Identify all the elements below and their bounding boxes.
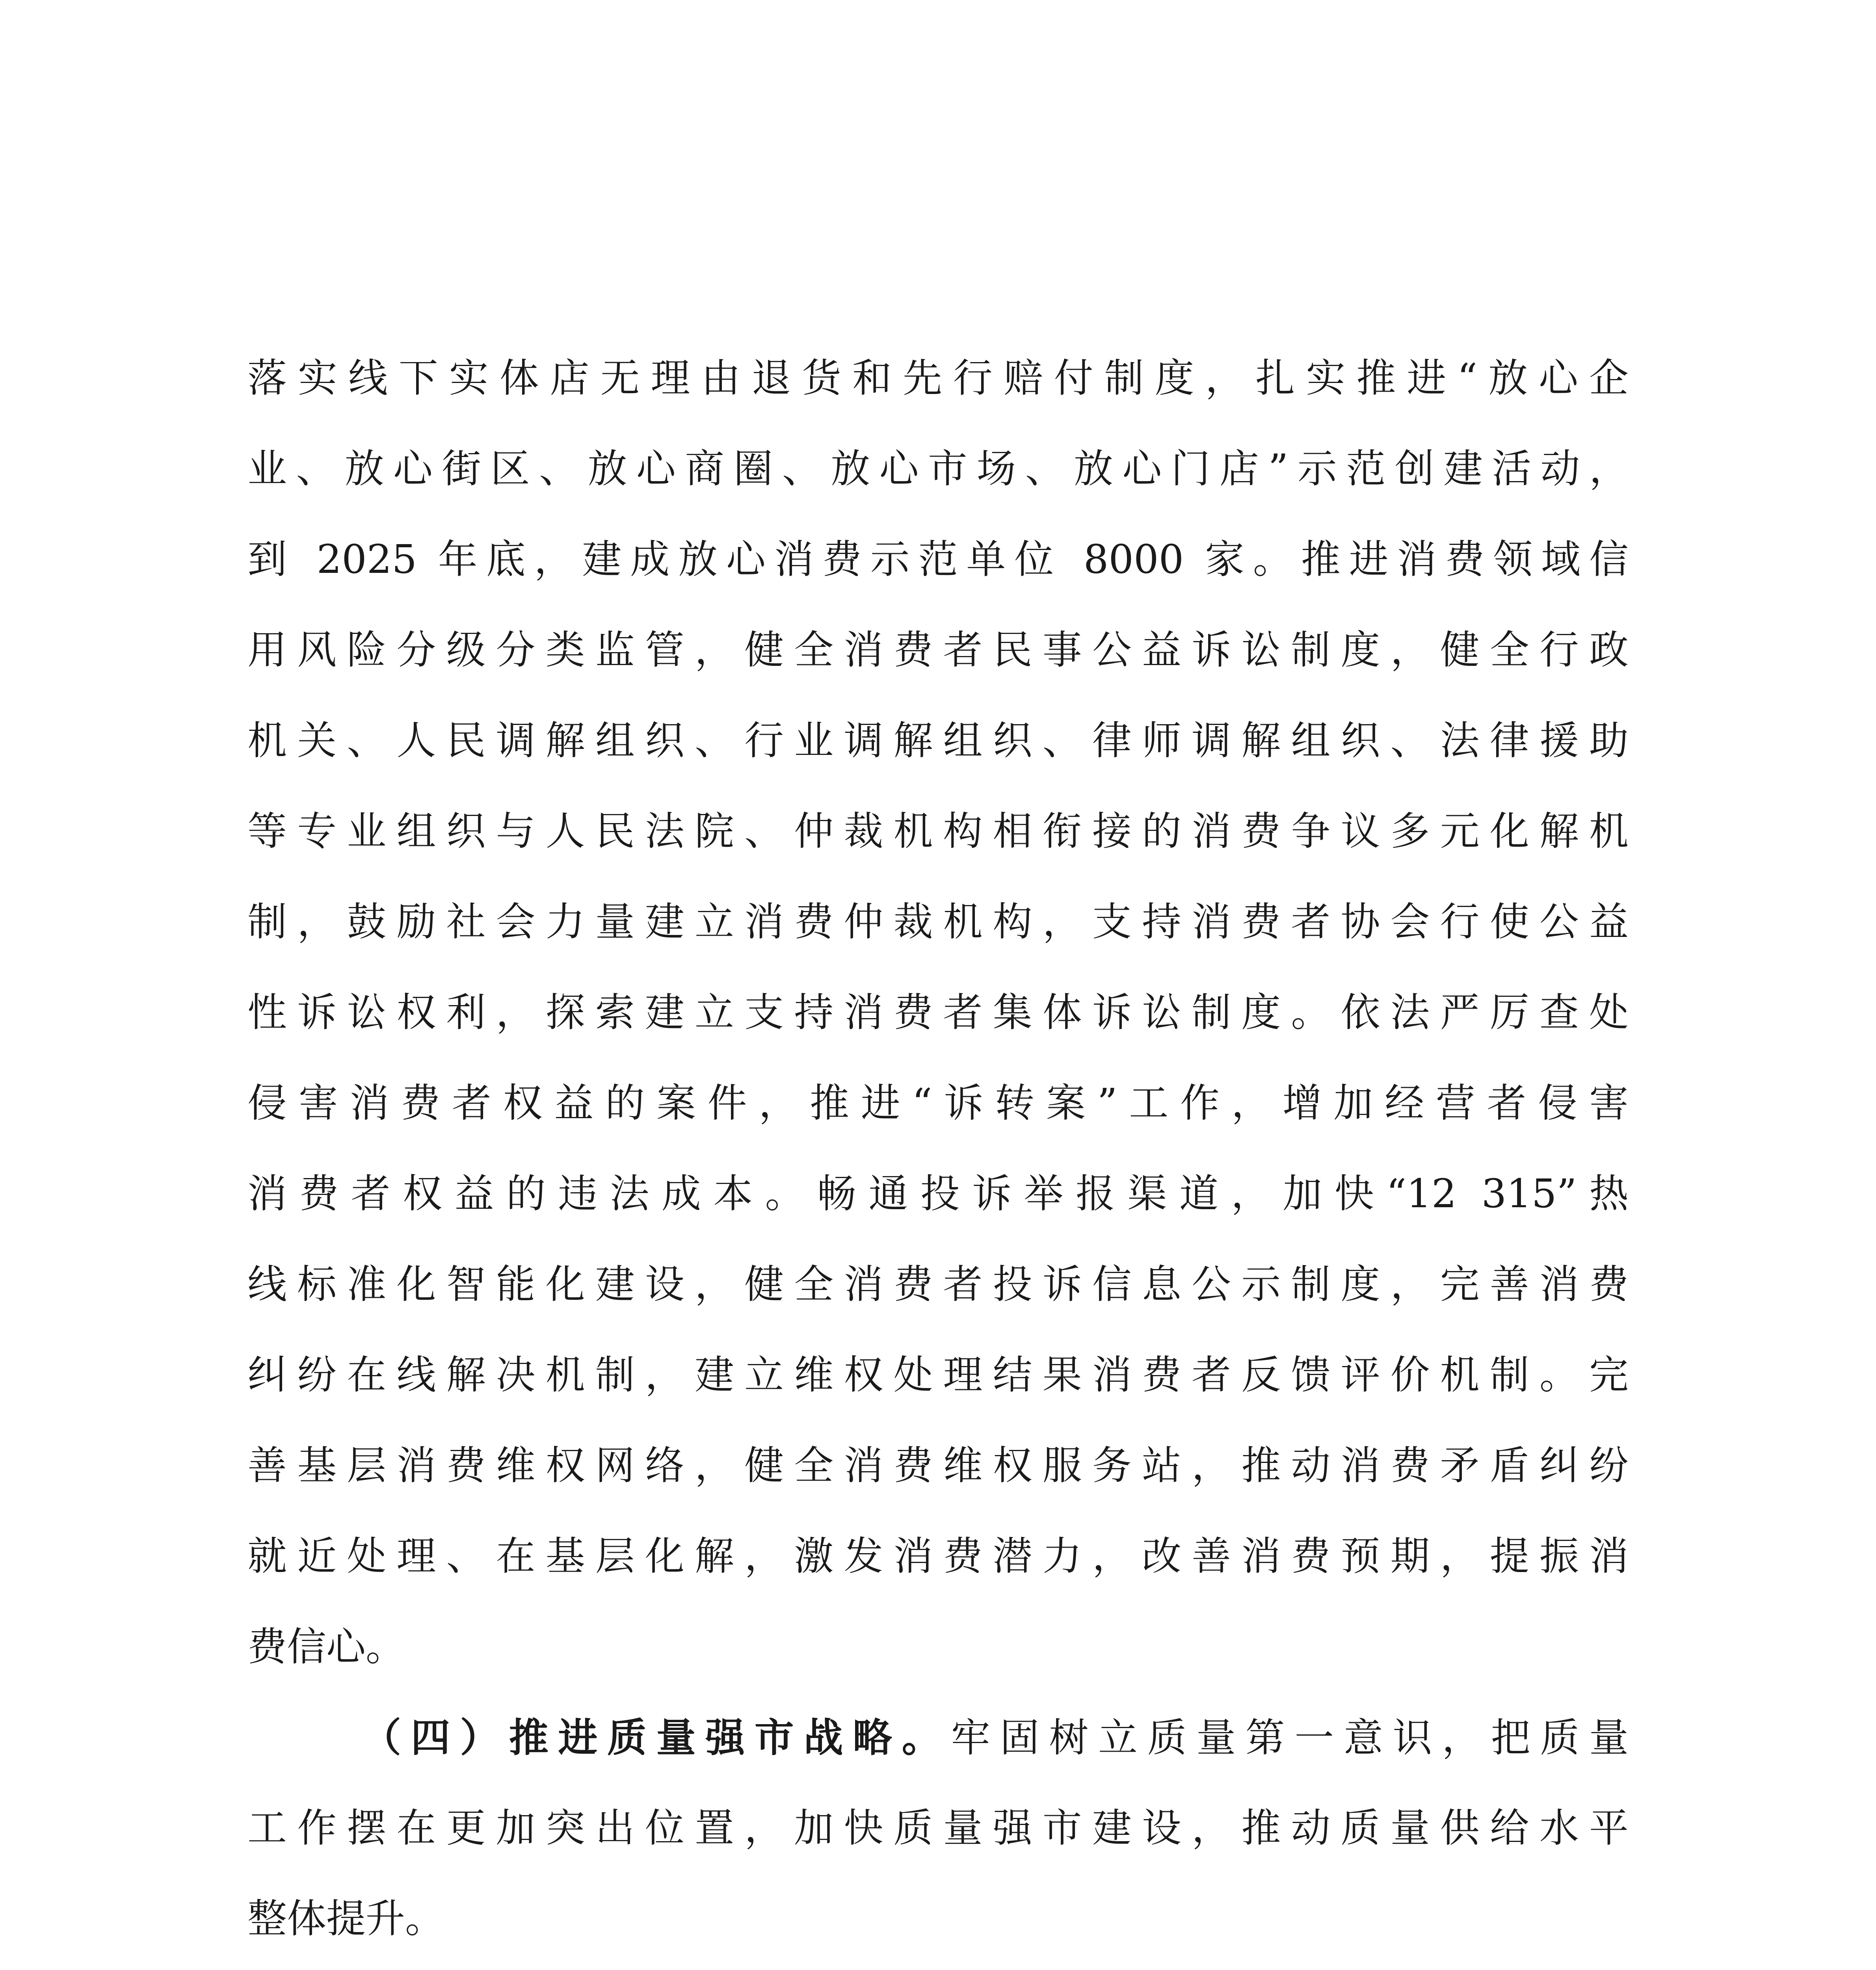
text-line: 线标准化智能化建设，健全消费者投诉信息公示制度，完善消费 — [247, 1261, 1629, 1307]
text-line: 善基层消费维权网络，健全消费维权服务站，推动消费矛盾纠纷 — [247, 1442, 1629, 1489]
text-line: 落实线下实体店无理由退货和先行赔付制度，扎实推进“放心企 — [247, 355, 1629, 401]
text-line: 纠纷在线解决机制，建立维权处理结果消费者反馈评价机制。完 — [247, 1352, 1629, 1398]
text-line: 整体提升。 — [247, 1896, 444, 1942]
text-line: 机关、人民调解组织、行业调解组织、律师调解组织、法律援助 — [247, 717, 1629, 764]
text-line: 制，鼓励社会力量建立消费仲裁机构，支持消费者协会行使公益 — [247, 899, 1629, 945]
text-line: 工作摆在更加突出位置，加快质量强市建设，推动质量供给水平 — [247, 1805, 1629, 1851]
section-heading-line — [362, 1706, 1629, 1769]
text-line: 到 2025 年底，建成放心消费示范单位 8000 家。推进消费领域信 — [247, 536, 1629, 582]
text-line: 业、放心街区、放心商圈、放心市场、放心门店”示范创建活动， — [247, 446, 1629, 492]
section-heading: （四）推进质量强市战略。 — [362, 1714, 951, 1761]
section-heading-rest: 牢固树立质量第一意识，把质量 — [951, 1715, 1629, 1761]
text-line: 消费者权益的违法成本。畅通投诉举报渠道，加快“12 315”热 — [247, 1171, 1629, 1217]
text-line: 就近处理、在基层化解，激发消费潜力，改善消费预期，提振消 — [247, 1533, 1629, 1579]
text-line: 等专业组织与人民法院、仲裁机构相衔接的消费争议多元化解机 — [247, 808, 1629, 854]
text-line: 侵害消费者权益的案件，推进“诉转案”工作，增加经营者侵害 — [247, 1080, 1629, 1126]
text-line: 费信心。 — [247, 1624, 405, 1670]
text-line: 性诉讼权利，探索建立支持消费者集体诉讼制度。依法严厉查处 — [247, 989, 1629, 1035]
text-line: 用风险分级分类监管，健全消费者民事公益诉讼制度，健全行政 — [247, 627, 1629, 673]
